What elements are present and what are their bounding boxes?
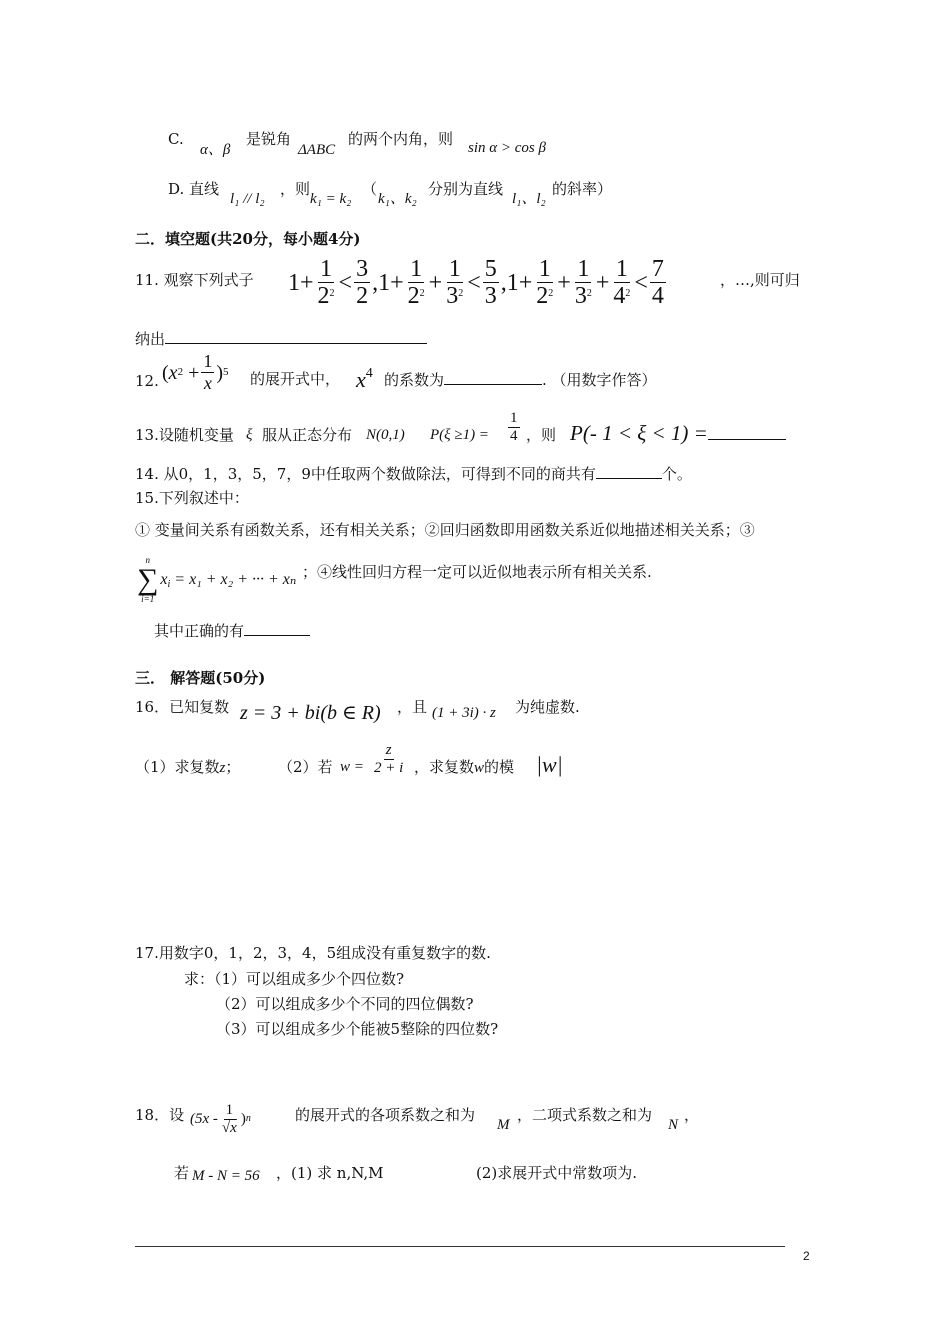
sum-icon: ∑ bbox=[137, 563, 159, 596]
q16-z: z = 3 + bi(b ∈ R) bbox=[240, 702, 381, 724]
option-c-triangle: ΔABC bbox=[298, 142, 336, 158]
q17-title: 17.用数字0，1，2，3，4，5组成没有重复数字的数. bbox=[135, 944, 491, 962]
q11-frac: $\frac{1}{3^2}$ bbox=[446, 256, 464, 310]
q16-p2b bbox=[414, 758, 514, 777]
q14-answer-blank[interactable] bbox=[596, 464, 662, 479]
q16-p2: （2）若 bbox=[278, 758, 333, 776]
q11-frac: $\frac{5}{3}$ bbox=[484, 256, 497, 310]
q16-absw: |w| bbox=[536, 752, 563, 777]
q12-label: 12. bbox=[135, 372, 159, 390]
q11-label: 11. 观察下列式子 bbox=[135, 271, 254, 289]
q18-expr-n: n bbox=[245, 1113, 251, 1125]
q16-w-frac bbox=[372, 742, 405, 777]
q15-line3-text: 其中正确的有 bbox=[154, 622, 245, 640]
q11-frac: $\frac{1}{2^2}$ bbox=[407, 256, 425, 310]
q18-text1: 的展开式的各项系数之和为 bbox=[295, 1106, 476, 1124]
q11-frac: $\frac{7}{4}$ bbox=[651, 256, 664, 310]
q11-frac: $\frac{1}{3^2}$ bbox=[574, 256, 592, 310]
q12-exp: 4 bbox=[365, 366, 373, 381]
q11-formula: 1+ $\frac{1}{2^2}$ < $\frac{3}{2}$ ,1+ $\frac{1}{2^2}$ + $\frac{1}{3^2}$ < $\frac{5}{3}$ ,1+ $\frac{1}{2^2}$ + $\frac{1}{3^2}$ + $\frac{1}{4^2}$ < $\frac{7}{4}$ bbox=[288, 256, 664, 310]
q13-text3: ，则 bbox=[526, 426, 557, 444]
q11-frac: $\frac{3}{2}$ bbox=[356, 256, 369, 310]
option-c-text2: 的两个内角，则 bbox=[348, 130, 454, 148]
q12-note: . （用数字作答） bbox=[542, 371, 657, 389]
q12-frac: $\frac{1}{x}$ bbox=[203, 351, 213, 393]
q16-w2: w bbox=[474, 760, 485, 776]
q18-N: N bbox=[668, 1117, 679, 1133]
q16-part1 bbox=[135, 758, 240, 777]
q13-text2: 服从正态分布 bbox=[262, 426, 353, 444]
q18-expr: (5x - $\frac{1}{√x}$ ) n bbox=[190, 1102, 251, 1136]
q15-title: 15.下列叙述中： bbox=[135, 489, 249, 507]
option-d-text4: 的斜率） bbox=[552, 180, 613, 198]
q16-p2c: 的模 bbox=[484, 758, 515, 776]
q12-expr-tail: 的展开式中， bbox=[250, 370, 341, 388]
q18-line2c: (2)求展开式中常数项为. bbox=[476, 1164, 638, 1182]
q18-M: M bbox=[497, 1117, 510, 1133]
q17-s1: 求：（1）可以组成多少个四位数? bbox=[184, 970, 405, 988]
q18-expr-pre: (5x - bbox=[190, 1111, 218, 1128]
option-c-label: C. bbox=[168, 130, 184, 148]
q12-text-label: 的系数为 bbox=[384, 371, 445, 389]
section-2-title: 二．填空题(共20分，每小题4分) bbox=[135, 230, 361, 248]
q12-x: x bbox=[356, 367, 366, 392]
q12-x4 bbox=[356, 366, 373, 393]
q18-line2a: 若 bbox=[174, 1164, 190, 1182]
q13-xi: ξ bbox=[246, 427, 253, 443]
footer-divider bbox=[135, 1246, 785, 1247]
q18-text3: ， bbox=[684, 1106, 700, 1124]
q16-w-den: 2 + i bbox=[374, 759, 404, 776]
q16-p2b-text: ，求复数 bbox=[414, 758, 475, 776]
q18-frac: $\frac{1}{√x}$ bbox=[221, 1102, 237, 1136]
page-number: 2 bbox=[803, 1249, 810, 1263]
q11-tail: ，…,则可归 bbox=[720, 271, 800, 289]
q16-w-num: z bbox=[385, 742, 392, 758]
q17-s3: （3）可以组成多少个能被5整除的四位数? bbox=[216, 1020, 499, 1038]
q14-text2: 个。 bbox=[661, 465, 692, 483]
q16-p1-z: z bbox=[219, 760, 226, 776]
option-d-ls: l₁、l₂ bbox=[512, 191, 546, 207]
q15-answer-blank[interactable] bbox=[244, 621, 310, 636]
q13-quarter: $\frac{1}{4}$ bbox=[510, 410, 518, 444]
q12-expr: ( x 2 + $\frac{1}{x}$ ) 5 bbox=[162, 351, 229, 393]
q13-text1: 13.设随机变量 bbox=[135, 426, 234, 444]
q14 bbox=[135, 464, 692, 483]
q18-line2b: ，(1) 求 n,N,M bbox=[276, 1164, 384, 1182]
section-3-title: 三． 解答题(50分) bbox=[135, 669, 266, 687]
q18-label: 18．设 bbox=[135, 1106, 185, 1124]
q13-ask bbox=[570, 421, 786, 446]
q16-expr: (1 + 3i) · z bbox=[432, 705, 496, 721]
option-c-text1: 是锐角 bbox=[246, 130, 292, 148]
q15-sum: n ∑ i=1 $x_i$ = x₁ + x₂ + ··· + xₙ bbox=[137, 555, 297, 604]
q17-s2: （2）可以组成多少个不同的四位偶数? bbox=[216, 995, 474, 1013]
q18-cond: M - N = 56 bbox=[192, 1168, 260, 1184]
q15-line1: ① 变量间关系有函数关系，还有相关关系；②回归函数即用函数关系近似地描述相关关系；③ bbox=[135, 521, 755, 539]
q12-text bbox=[384, 370, 657, 389]
option-d-lines: l₁ // l₂ bbox=[230, 191, 265, 207]
q11-frac: $\frac{1}{4^2}$ bbox=[613, 256, 631, 310]
q11-answer-blank[interactable] bbox=[165, 329, 427, 344]
q16-text1: ，且 bbox=[397, 698, 428, 716]
q11-frac: $\frac{1}{2^2}$ bbox=[317, 256, 335, 310]
option-d-eq: k₁ = k₂ bbox=[310, 191, 352, 207]
option-c bbox=[168, 130, 184, 148]
q13-answer-blank[interactable] bbox=[708, 423, 786, 440]
option-d-text2: （ bbox=[362, 180, 378, 198]
q12-answer-blank[interactable] bbox=[444, 370, 542, 385]
option-d-label: D. 直线 bbox=[168, 180, 220, 198]
q16-w: w = bbox=[340, 759, 364, 775]
q15-line2: ；④线性回归方程一定可以近似地表示所有相关关系. bbox=[302, 563, 652, 581]
option-c-inequality: sin α > cos β bbox=[468, 140, 546, 156]
q15-sum-rhs: = x₁ + x₂ + ··· + xₙ bbox=[174, 571, 297, 589]
q14-text1: 14. 从0，1，3，5，7，9中任取两个数做除法，可得到不同的商共有 bbox=[135, 465, 596, 483]
q15-line3 bbox=[154, 621, 310, 640]
q16-p1-end: ； bbox=[225, 758, 241, 776]
q11-line2-text: 纳出 bbox=[135, 330, 166, 348]
q13-ask-expr: P(- 1 < ξ < 1) = bbox=[570, 421, 708, 445]
q16-text2: 为纯虚数. bbox=[515, 698, 580, 716]
q13-dist: N(0,1) bbox=[366, 427, 405, 443]
q13-prob: P(ξ ≥1) = bbox=[430, 427, 489, 443]
q16-p1: （1）求复数 bbox=[135, 758, 220, 776]
option-d-text1: ，则 bbox=[280, 180, 311, 198]
option-d-ks: k₁、k₂ bbox=[378, 191, 417, 207]
option-d-text3: 分别为直线 bbox=[428, 180, 504, 198]
option-c-angles: α、β bbox=[200, 142, 231, 158]
q11-line2 bbox=[135, 329, 427, 348]
q18-text2: ，二项式系数之和为 bbox=[517, 1106, 653, 1124]
q16-label: 16．已知复数 bbox=[135, 698, 230, 716]
q11-frac: $\frac{1}{2^2}$ bbox=[536, 256, 554, 310]
